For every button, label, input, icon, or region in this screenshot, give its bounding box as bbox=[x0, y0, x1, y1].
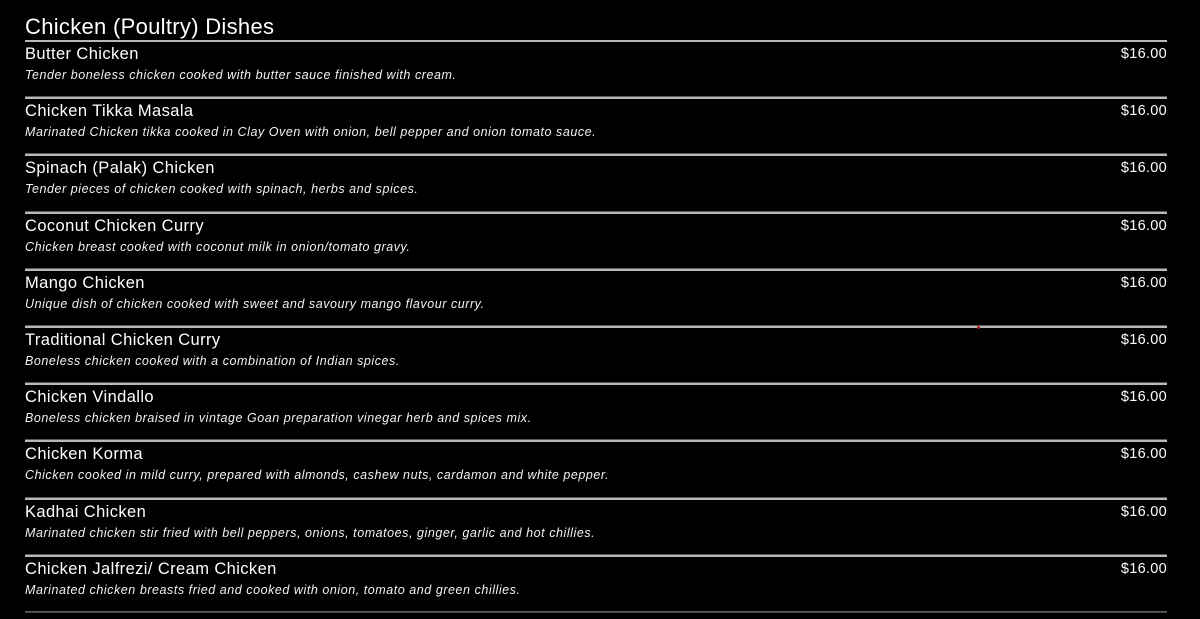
item-price: $16.00 bbox=[1120, 389, 1167, 406]
menu-item[interactable] bbox=[25, 383, 1167, 440]
item-price: $16.00 bbox=[1120, 446, 1167, 463]
menu-item[interactable] bbox=[25, 326, 1167, 383]
menu-item[interactable] bbox=[25, 498, 1167, 555]
item-description: Boneless chicken braised in vintage Goan preparation vinegar herb and spices mix. bbox=[25, 411, 532, 426]
item-name: Kadhai Chicken bbox=[25, 502, 147, 521]
item-price: $16.00 bbox=[1120, 503, 1167, 520]
item-price: $16.00 bbox=[1120, 103, 1167, 120]
item-name: Butter Chicken bbox=[25, 45, 139, 63]
item-price: $16.00 bbox=[1120, 331, 1167, 348]
item-description: Chicken breast cooked with coconut milk in onion/tomato gravy. bbox=[25, 239, 411, 254]
item-price: $16.00 bbox=[1120, 46, 1167, 62]
item-description: Tender boneless chicken cooked with butter sauce finished with cream. bbox=[25, 68, 457, 82]
menu-item[interactable] bbox=[25, 97, 1167, 154]
item-price: $16.00 bbox=[1120, 160, 1167, 177]
item-description: Unique dish of chicken cooked with sweet and savoury mango flavour curry. bbox=[25, 296, 485, 311]
red-dot-mark bbox=[977, 326, 980, 329]
item-name: Mango Chicken bbox=[25, 273, 145, 292]
menu-item[interactable] bbox=[25, 40, 1167, 97]
item-name: Chicken Korma bbox=[25, 445, 143, 464]
item-price: $16.00 bbox=[1120, 274, 1167, 291]
item-price: $16.00 bbox=[1120, 560, 1167, 577]
menu-item[interactable] bbox=[25, 154, 1167, 211]
item-name: Chicken Vindallo bbox=[25, 388, 155, 407]
menu-item[interactable] bbox=[25, 269, 1167, 326]
menu-item[interactable] bbox=[25, 440, 1167, 497]
item-description: Tender pieces of chicken cooked with spinach, herbs and spices. bbox=[25, 182, 419, 197]
item-description: Marinated Chicken tikka cooked in Clay Oven with onion, bell pepper and onion tomato sauce. bbox=[25, 125, 597, 140]
item-name: Coconut Chicken Curry bbox=[25, 216, 204, 235]
menu-item-list bbox=[25, 40, 1167, 612]
menu-item[interactable] bbox=[25, 212, 1167, 269]
item-name: Chicken Tikka Masala bbox=[25, 102, 194, 121]
item-name: Chicken Jalfrezi/ Cream Chicken bbox=[25, 559, 277, 578]
item-description: Boneless chicken cooked with a combination of Indian spices. bbox=[25, 353, 400, 368]
item-description: Chicken cooked in mild curry, prepared with almonds, cashew nuts, cardamon and white pepper. bbox=[25, 468, 610, 483]
item-name: Traditional Chicken Curry bbox=[25, 330, 221, 349]
item-price: $16.00 bbox=[1120, 217, 1167, 234]
section-title: Chicken (Poultry) Dishes bbox=[25, 14, 275, 39]
menu-section bbox=[25, 0, 1167, 612]
item-name: Spinach (Palak) Chicken bbox=[25, 159, 215, 178]
menu-item[interactable] bbox=[25, 555, 1167, 612]
item-description: Marinated chicken breasts fried and cooked with onion, tomato and green chillies. bbox=[25, 582, 521, 597]
item-description: Marinated chicken stir fried with bell peppers, onions, tomatoes, ginger, garlic and hot chillies. bbox=[25, 525, 596, 540]
